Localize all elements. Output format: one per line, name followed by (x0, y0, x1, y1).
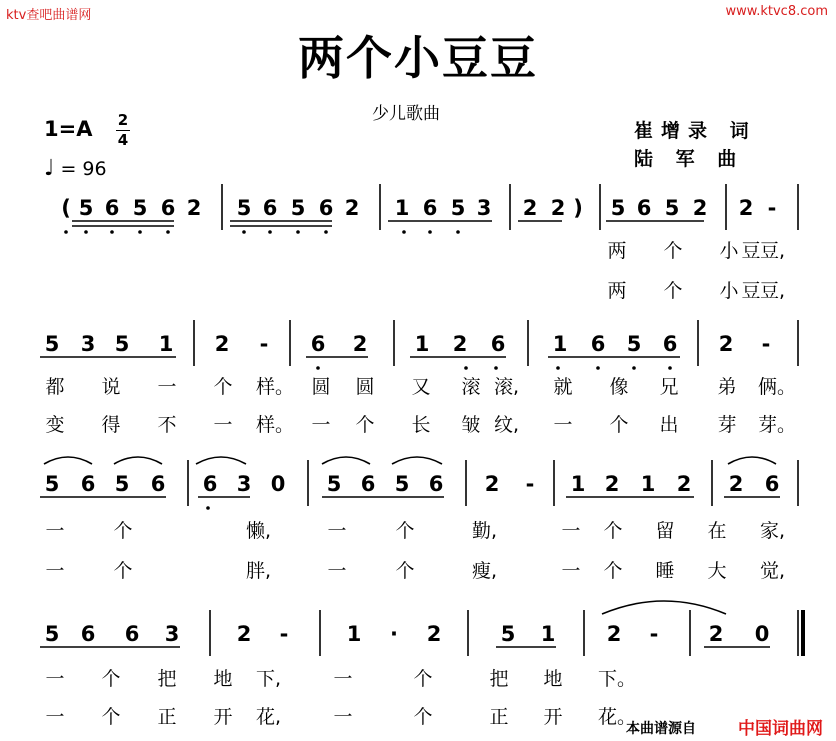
note: 5 (78, 196, 94, 220)
note: 5 (626, 332, 642, 356)
lyric-syllable: 皱 (461, 414, 481, 436)
time-signature-bottom: 4 (117, 131, 129, 149)
note: 5 (44, 622, 60, 646)
lyric-syllable: 滚 (461, 376, 481, 398)
lyric-syllable: 把 (157, 668, 177, 690)
note: 2 (344, 196, 360, 220)
lyric-syllable: 个 (213, 376, 233, 398)
note: 5 (114, 472, 130, 496)
footer-site: 中国词曲网 (738, 719, 823, 739)
note: 6 (80, 622, 96, 646)
lyric-syllable: 胖, (246, 560, 272, 582)
note: 6 (764, 472, 780, 496)
note: - (259, 332, 269, 356)
octave-dot (556, 366, 560, 370)
lyric-syllable: 一 (561, 520, 581, 542)
lyric-syllable: 把 (489, 668, 509, 690)
lyric-syllable: 豆, (760, 240, 786, 262)
lyric-syllable: 个 (395, 520, 415, 542)
octave-dot (428, 230, 432, 234)
lyric-syllable: 就 (553, 376, 573, 398)
note: 0 (270, 472, 286, 496)
lyric-syllable: 豆 (741, 280, 761, 302)
lyric-syllable: 圆 (311, 376, 331, 398)
quarter-note-icon: ♩ (44, 156, 55, 181)
slur-arc (602, 601, 726, 614)
lyric-syllable: 说 (101, 376, 121, 398)
note: 5 (44, 472, 60, 496)
lyric-syllable: 俩。 (758, 376, 797, 398)
note: 5 (664, 196, 680, 220)
octave-dot (402, 230, 406, 234)
note: 6 (360, 472, 376, 496)
lyric-syllable: 圆 (355, 376, 375, 398)
lyric-syllable: 一 (553, 414, 573, 436)
lyric-syllable: 一 (157, 376, 177, 398)
lyric-syllable: 下。 (598, 668, 637, 690)
note: 6 (318, 196, 334, 220)
lyric-syllable: 留 (655, 520, 675, 542)
note: - (525, 472, 535, 496)
lyric-syllable: 样。 (256, 376, 295, 398)
octave-dot (242, 230, 246, 234)
lyric-syllable: 觉, (760, 560, 786, 582)
note: 5 (610, 196, 626, 220)
note: 2 (604, 472, 620, 496)
time-signature-top: 2 (117, 111, 129, 129)
octave-dot (206, 506, 210, 510)
lyric-syllable: 一 (213, 414, 233, 436)
note: 6 (590, 332, 606, 356)
lyric-syllable: 一 (45, 668, 65, 690)
note: 3 (476, 196, 492, 220)
lyric-syllable: 睡 (655, 560, 675, 582)
lyric-syllable: 又 (411, 376, 431, 398)
note: 2 (236, 622, 252, 646)
lyric-syllable: 个 (113, 560, 133, 582)
lyric-syllable: 个 (101, 706, 121, 728)
note: · (390, 622, 398, 646)
lyric-syllable: 个 (101, 668, 121, 690)
note: 6 (428, 472, 444, 496)
lyric-syllable: 芽。 (758, 414, 797, 436)
lyric-syllable: 个 (413, 668, 433, 690)
lyric-syllable: 兄 (659, 376, 679, 398)
note: 2 (718, 332, 734, 356)
octave-dot (84, 230, 88, 234)
slur-arc (392, 457, 442, 464)
lyric-syllable: 出 (659, 414, 679, 436)
note: - (279, 622, 289, 646)
note: 6 (124, 622, 140, 646)
note: 2 (692, 196, 708, 220)
lyric-syllable: 勤, (472, 520, 498, 542)
note: - (761, 332, 771, 356)
octave-dot (456, 230, 460, 234)
slur-arc (322, 457, 370, 464)
lyric-syllable: 花。 (598, 706, 637, 728)
note: 2 (214, 332, 230, 356)
note: 1 (414, 332, 430, 356)
note: 0 (754, 622, 770, 646)
octave-dot (668, 366, 672, 370)
lyric-syllable: 个 (609, 414, 629, 436)
lyric-syllable: 样。 (256, 414, 295, 436)
note: 2 (550, 196, 566, 220)
octave-dot (268, 230, 272, 234)
note: 6 (310, 332, 326, 356)
lyric-syllable: 大 (707, 560, 727, 582)
note: 5 (236, 196, 252, 220)
lyric-syllable: 瘦, (472, 560, 498, 582)
lyric-syllable: 两 (607, 280, 627, 302)
note: 6 (160, 196, 176, 220)
note: 5 (394, 472, 410, 496)
note: 1 (570, 472, 586, 496)
song-title: 两个小豆豆 (298, 31, 538, 85)
note: 6 (80, 472, 96, 496)
lyric-syllable: 像 (609, 376, 629, 398)
lyric-syllable: 小 (719, 280, 739, 302)
lyric-syllable: 开 (543, 706, 563, 728)
note: 6 (636, 196, 652, 220)
slur-arc (196, 457, 246, 464)
tempo-value: = 96 (60, 158, 107, 180)
note: 6 (104, 196, 120, 220)
note: ) (573, 196, 583, 220)
note: 2 (352, 332, 368, 356)
lyricist-credit: 崔增录 词 (634, 120, 757, 142)
lyric-syllable: 个 (663, 280, 683, 302)
lyric-syllable: 一 (327, 560, 347, 582)
lyric-syllable: 个 (663, 240, 683, 262)
lyric-syllable: 两 (607, 240, 627, 262)
lyric-syllable: 花, (256, 706, 282, 728)
lyric-syllable: 变 (45, 414, 65, 436)
note: 2 (738, 196, 754, 220)
lyric-syllable: 一 (45, 706, 65, 728)
octave-dot (494, 366, 498, 370)
lyric-syllable: 懒, (246, 520, 272, 542)
octave-dot (64, 230, 68, 234)
note: 1 (640, 472, 656, 496)
lyric-syllable: 弟 (717, 376, 737, 398)
lyric-syllable: 一 (333, 668, 353, 690)
note: - (767, 196, 777, 220)
lyric-syllable: 正 (489, 706, 509, 728)
lyric-syllable: 个 (113, 520, 133, 542)
lyric-syllable: 地 (543, 668, 563, 690)
octave-dot (316, 366, 320, 370)
note: 1 (540, 622, 556, 646)
lyric-syllable: 家, (760, 520, 786, 542)
composer-credit: 陆 军 曲 (634, 148, 745, 170)
footer-source: 本曲谱源自 (626, 721, 696, 737)
slur-arc (44, 457, 92, 464)
lyric-syllable: 个 (395, 560, 415, 582)
song-subtitle: 少儿歌曲 (372, 104, 440, 124)
watermark-right: www.ktvc8.com (725, 4, 828, 19)
lyric-syllable: 小 (719, 240, 739, 262)
octave-dot (464, 366, 468, 370)
note: 1 (158, 332, 174, 356)
note: 2 (606, 622, 622, 646)
lyric-syllable: 长 (411, 414, 431, 436)
note: 2 (728, 472, 744, 496)
lyric-syllable: 得 (101, 414, 121, 436)
lyric-syllable: 个 (413, 706, 433, 728)
slur-arc (114, 457, 162, 464)
note: 5 (132, 196, 148, 220)
note: 2 (676, 472, 692, 496)
note: 5 (326, 472, 342, 496)
note: 3 (164, 622, 180, 646)
lyric-syllable: 下, (256, 668, 282, 690)
octave-dot (138, 230, 142, 234)
octave-dot (296, 230, 300, 234)
key-signature: 1=A (44, 117, 93, 141)
note: 3 (236, 472, 252, 496)
slur-arc (728, 457, 776, 464)
note: 6 (422, 196, 438, 220)
note: 1 (552, 332, 568, 356)
octave-dot (166, 230, 170, 234)
lyric-syllable: 一 (327, 520, 347, 542)
lyric-syllable: 一 (311, 414, 331, 436)
note: 2 (426, 622, 442, 646)
octave-dot (324, 230, 328, 234)
lyric-syllable: 一 (561, 560, 581, 582)
note: 2 (452, 332, 468, 356)
final-barline (801, 610, 805, 656)
lyric-syllable: 开 (213, 706, 233, 728)
lyric-syllable: 个 (603, 560, 623, 582)
lyric-syllable: 正 (157, 706, 177, 728)
note: 5 (450, 196, 466, 220)
lyric-syllable: 个 (355, 414, 375, 436)
note: - (649, 622, 659, 646)
octave-dot (632, 366, 636, 370)
lyric-syllable: 不 (157, 414, 177, 436)
lyric-syllable: 纹, (494, 414, 520, 436)
note: 5 (44, 332, 60, 356)
note: 5 (500, 622, 516, 646)
lyric-syllable: 豆, (760, 280, 786, 302)
note: 5 (290, 196, 306, 220)
note: 2 (484, 472, 500, 496)
lyric-syllable: 一 (45, 560, 65, 582)
lyric-syllable: 芽 (717, 414, 737, 436)
watermark-left: ktv查吧曲谱网 (6, 8, 92, 23)
octave-dot (110, 230, 114, 234)
lyric-syllable: 在 (707, 520, 727, 542)
note: 2 (186, 196, 202, 220)
note: 5 (114, 332, 130, 356)
note: 6 (150, 472, 166, 496)
lyric-syllable: 地 (213, 668, 233, 690)
lyric-syllable: 一 (45, 520, 65, 542)
lyric-syllable: 个 (603, 520, 623, 542)
note: 2 (522, 196, 538, 220)
lyric-syllable: 一 (333, 706, 353, 728)
note: 2 (708, 622, 724, 646)
note: 1 (394, 196, 410, 220)
note: 6 (202, 472, 218, 496)
note: 6 (262, 196, 278, 220)
lyric-syllable: 都 (45, 376, 65, 398)
note: ( (61, 196, 71, 220)
lyric-syllable: 豆 (741, 240, 761, 262)
note: 3 (80, 332, 96, 356)
note: 6 (662, 332, 678, 356)
note: 6 (490, 332, 506, 356)
lyric-syllable: 滚, (494, 376, 520, 398)
octave-dot (596, 366, 600, 370)
note: 1 (346, 622, 362, 646)
